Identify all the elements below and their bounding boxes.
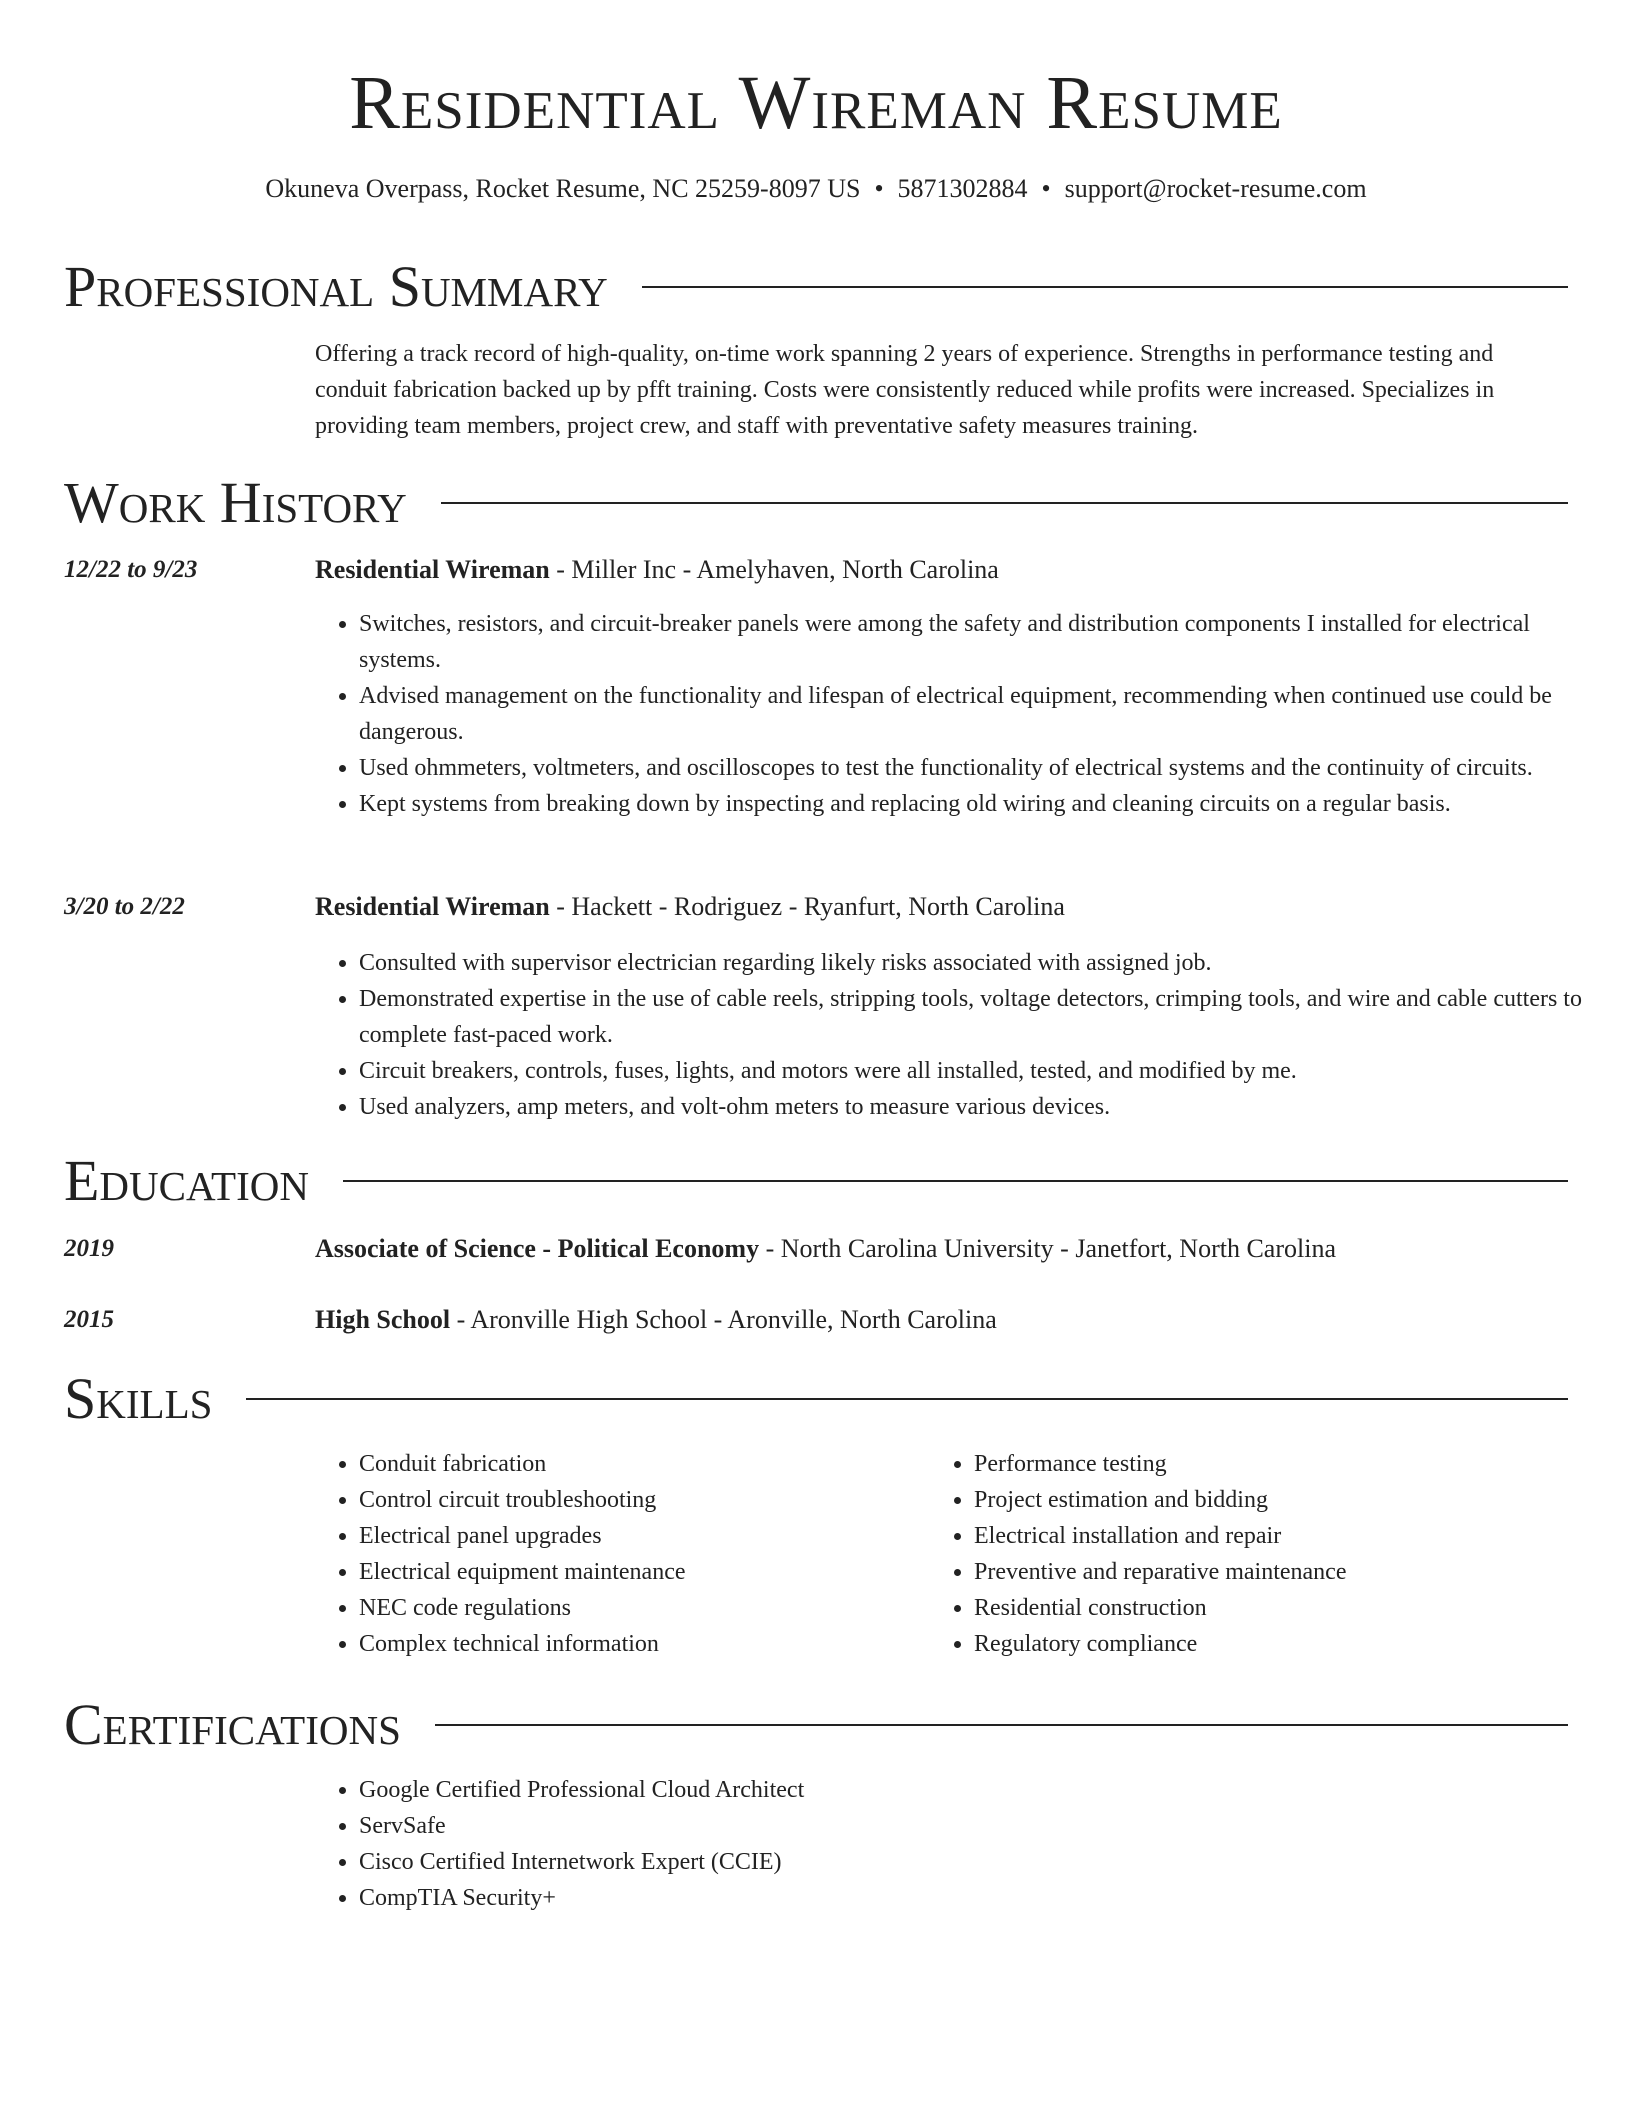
contact-phone: 5871302884: [897, 174, 1028, 203]
job-bullets: [315, 606, 1614, 822]
section-title-summary: Professional Summary: [64, 254, 608, 319]
certification-item: • Google Certified Professional Cloud Architect: [359, 1772, 1614, 1808]
skill-item: • Electrical equipment maintenance: [359, 1554, 919, 1590]
job-bullet: • Advised management on the functionality and lifespan of electrical equipment, recommending when continued use could be dangerous.: [359, 678, 1614, 750]
education-degree: Associate of Science - Political Economy: [315, 1234, 760, 1263]
section-title-certifications: Certifications: [64, 1692, 401, 1757]
section-header-summary: [64, 252, 1568, 322]
certification-item: • ServSafe: [359, 1808, 1614, 1844]
certification-item: • CompTIA Security+: [359, 1880, 1614, 1916]
section-divider: [246, 1398, 1568, 1400]
job-role: Residential Wireman: [315, 555, 550, 584]
section-divider: [441, 502, 1568, 504]
skill-item: • Preventive and reparative maintenance: [974, 1554, 1614, 1590]
skill-item: • Control circuit troubleshooting: [359, 1482, 919, 1518]
contact-separator: •: [1041, 174, 1051, 203]
job-bullet: • Switches, resistors, and circuit-breaker panels were among the safety and distribution components I installed for electrical systems.: [359, 606, 1614, 678]
section-header-skills: [64, 1364, 1568, 1434]
contact-separator: •: [874, 174, 884, 203]
skill-item: • Project estimation and bidding: [974, 1482, 1614, 1518]
section-header-education: [64, 1146, 1568, 1216]
contact-line: [0, 172, 1632, 206]
contact-address: Okuneva Overpass, Rocket Resume, NC 25259-8097 US: [265, 174, 861, 203]
skill-item: • Residential construction: [974, 1590, 1614, 1626]
section-divider: [642, 286, 1568, 288]
skills-list-right: [930, 1446, 1614, 1662]
section-header-work: [64, 468, 1568, 538]
skill-item: • Conduit fabrication: [359, 1446, 919, 1482]
education-details: - Aronville High School - Aronville, North Carolina: [450, 1305, 997, 1334]
contact-email: support@rocket-resume.com: [1064, 174, 1367, 203]
job-details: - Hackett - Rodriguez - Ryanfurt, North Carolina: [549, 892, 1065, 921]
summary-text: Offering a track record of high-quality, on-time work spanning 2 years of experience. Strengths in performance testing and conduit fabrication backed up by pfft training. Costs were consistently reduced while profits were increased. Specializes in providing team members, project crew, and staff with preventative safety measures training.: [315, 341, 1495, 439]
education-year: 2015: [64, 1306, 114, 1333]
job-bullet: • Circuit breakers, controls, fuses, lights, and motors were all installed, tested, and modified by me.: [359, 1053, 1614, 1089]
job-bullet: • Demonstrated expertise in the use of cable reels, stripping tools, voltage detectors, crimping tools, and wire and cable cutters to complete fast-paced work.: [359, 981, 1614, 1053]
section-title-skills: Skills: [64, 1366, 213, 1431]
certifications-list: [315, 1772, 1614, 1916]
job-bullets: [315, 945, 1614, 1125]
skill-item: • Electrical panel upgrades: [359, 1518, 919, 1554]
job-role: Residential Wireman: [315, 892, 550, 921]
section-header-certifications: [64, 1690, 1568, 1760]
job-bullet: • Consulted with supervisor electrician regarding likely risks associated with assigned job.: [359, 945, 1614, 981]
skill-item: • NEC code regulations: [359, 1590, 919, 1626]
section-title-education: Education: [64, 1148, 309, 1213]
certification-item: • Cisco Certified Internetwork Expert (CCIE): [359, 1844, 1614, 1880]
skill-item: • Complex technical information: [359, 1626, 919, 1662]
education-details: - North Carolina University - Janetfort, North Carolina: [759, 1234, 1336, 1263]
education-year: 2019: [64, 1235, 114, 1262]
job-bullet: • Used ohmmeters, voltmeters, and oscilloscopes to test the functionality of electrical systems and the continuity of circuits.: [359, 750, 1614, 786]
job-dates: 3/20 to 2/22: [64, 893, 185, 920]
section-divider: [435, 1724, 1568, 1726]
job-title-line: [315, 552, 1570, 588]
skill-item: • Regulatory compliance: [974, 1626, 1614, 1662]
section-divider: [343, 1180, 1568, 1182]
education-line: [315, 1302, 1570, 1338]
resume-title: Residential Wireman Resume: [349, 61, 1283, 145]
skill-item: • Electrical installation and repair: [974, 1518, 1614, 1554]
skill-item: • Performance testing: [974, 1446, 1614, 1482]
education-degree: High School: [315, 1305, 451, 1334]
job-details: - Miller Inc - Amelyhaven, North Carolina: [549, 555, 999, 584]
section-title-work: Work History: [64, 470, 407, 535]
education-line: [315, 1231, 1570, 1267]
job-title-line: [315, 889, 1570, 925]
job-bullet: • Kept systems from breaking down by inspecting and replacing old wiring and cleaning circuits on a regular basis.: [359, 786, 1614, 822]
skills-list-left: [315, 1446, 919, 1662]
job-bullet: • Used analyzers, amp meters, and volt-ohm meters to measure various devices.: [359, 1089, 1614, 1125]
job-dates: 12/22 to 9/23: [64, 556, 198, 583]
